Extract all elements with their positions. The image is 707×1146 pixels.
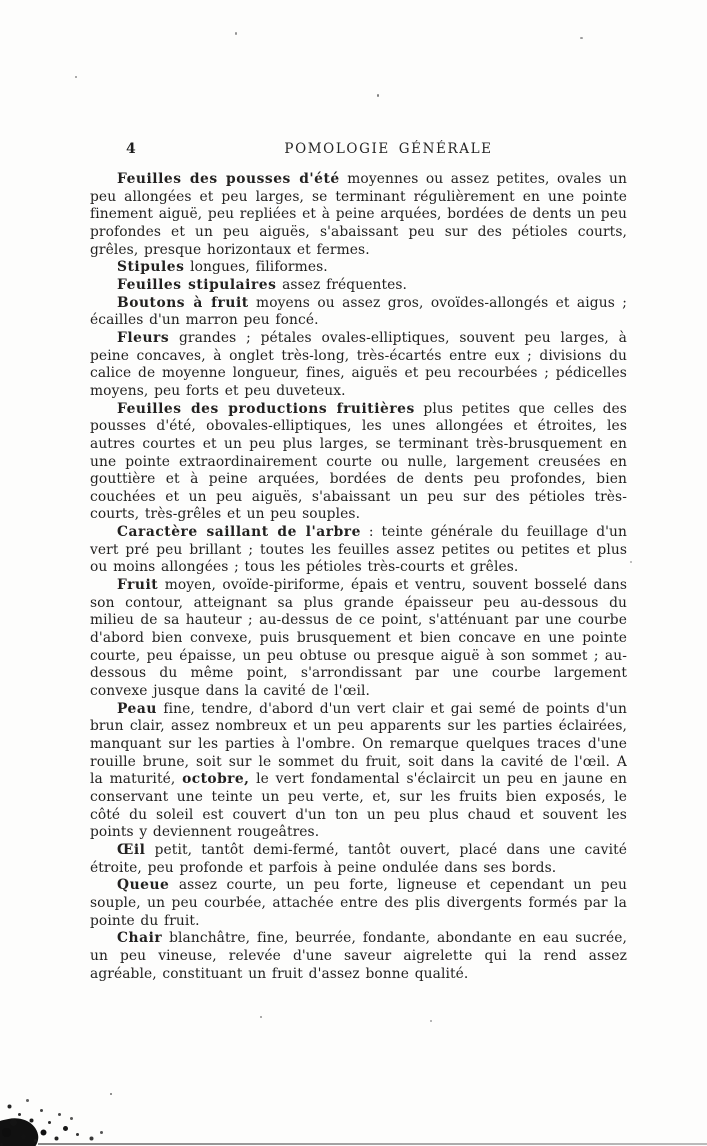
paragraph-text: moyens ou assez gros, ovoïdes-allongés et aigus ; écailles d'un marron peu foncé. [90, 294, 627, 329]
paragraph-text: plus petites que celles des pousses d'été, obovales-elliptiques, les unes allongées et étroites, les autres courtes et un peu plus larges, se terminant très-brusquement en une pointe extraordinairement courte ou nulle, largement creusées en gouttière et à peine arquées, bordées de dents peu profondes, bien couchées et un peu aiguës, s'abaissant un peu sur des pétioles très-courts, très-grêles et un peu souples. [90, 400, 627, 523]
ink-speck [630, 561, 632, 563]
paragraph-lead: Œil [117, 841, 146, 858]
paragraph-lead: Feuilles stipulaires [117, 276, 277, 293]
ink-blot-core [0, 1114, 41, 1146]
paragraph-text: fine, tendre, d'abord d'un vert clair et gai semé de points d'un brun clair, assez nombreux et un peu apparents sur les parties éclairées, manquant sur les parties à l'ombre. On remarque quelques traces d'une rouille brune, soit sur le sommet du fruit, soit dans la cavité de l'œil. A la maturité, [90, 700, 627, 788]
running-title: POMOLOGIE GÉNÉRALE [284, 141, 493, 157]
ink-speck [430, 1020, 432, 1022]
paragraph-lead: Fruit [117, 577, 159, 594]
paragraph-lead: Fleurs [117, 329, 170, 346]
body-text [90, 171, 627, 983]
paragraph [90, 330, 627, 401]
page-number: 4 [126, 141, 137, 157]
paragraph-lead: Queue [117, 877, 170, 894]
paragraph [90, 277, 627, 295]
ink-speck [75, 76, 77, 78]
paragraph-text: grandes ; pétales ovales-elliptiques, souvent peu larges, à peine concaves, à onglet très-long, très-écartés entre eux ; divisions du calice de moyenne longueur, fines, aiguës et peu recourbées ; pédicelles moyens, peu forts et peu duveteux. [90, 329, 627, 399]
paragraph-text: blanchâtre, fine, beurrée, fondante, abondante en eau sucrée, un peu vineuse, relevée d'une saveur aigrelette qui la rend assez agréable, constituant un fruit d'assez bonne qualité. [90, 930, 627, 982]
paragraph-lead: Stipules [117, 259, 185, 276]
paragraph-text: assez courte, un peu forte, ligneuse et cependant un peu souple, un peu courbée, attachée entre des plis divergents formés par la pointe du fruit. [90, 877, 627, 929]
paragraph [90, 930, 627, 983]
paragraph-text: longues, filiformes. [184, 259, 328, 276]
paragraph-text: : teinte générale du feuillage d'un vert pré peu brillant ; toutes les feuilles assez petites ou petites et plus ou moins allongées ; tous les pétioles très-courts et grêles. [90, 524, 627, 576]
paragraph [90, 577, 627, 701]
paragraph-text: le vert fondamental s'éclaircit un peu en jaune en conservant une teinte un peu verte, et, sur les fruits bien exposés, le côté du soleil est couvert d'un ton un peu plus chaud et souvent les points y deviennent rougeâtres. [90, 771, 627, 841]
paragraph-text: moyen, ovoïde-piriforme, épais et ventru, souvent bosselé dans son contour, atteignant sa plus grande épaisseur peu au-dessous du milieu de sa hauteur ; au-dessus de ce point, s'atténuant par une courbe d'abord bien convexe, puis brusquement et bien concave en une pointe courte, peu épaisse, un peu obtuse ou presque aiguë à son sommet ; au-dessous du même point, s'arrondissant par une courbe largement convexe jusque dans la cavité de l'œil. [90, 577, 627, 700]
paragraph [90, 524, 627, 577]
paragraph-lead: Caractère saillant de l'arbre [117, 524, 361, 541]
paragraph-text: assez fréquentes. [276, 276, 408, 293]
paragraph-lead: Feuilles des productions fruitières [117, 400, 415, 417]
ink-speck [235, 32, 237, 35]
ink-blot [0, 1086, 120, 1146]
running-head [90, 141, 627, 161]
paragraph-lead: octobre, [182, 771, 250, 788]
scan-edge-line [38, 1143, 707, 1145]
paragraph [90, 259, 627, 277]
paragraph-lead: Feuilles des pousses d'été [117, 171, 340, 187]
paragraph-lead: Peau [117, 700, 157, 717]
paragraph [90, 877, 627, 930]
paragraph [90, 842, 627, 877]
paragraph-text: petit, tantôt demi-fermé, tantôt ouvert, placé dans une cavité étroite, peu profonde et parfois à peine ondulée dans ses bords. [90, 841, 627, 876]
paragraph [90, 171, 627, 259]
paragraph-lead: Boutons à fruit [117, 294, 249, 311]
paragraph [90, 701, 627, 842]
paragraph [90, 401, 627, 525]
ink-speck [377, 94, 379, 97]
paragraph-lead: Chair [117, 930, 163, 947]
paragraph-text: moyennes ou assez petites, ovales un peu allongées et peu larges, se terminant régulièrement en une pointe finement aiguë, peu repliées et à peine arquées, bordées de dents un peu profondes et un peu aiguës, s'abaissant peu sur des pétioles courts, grêles, presque horizontaux et fermes. [90, 171, 627, 258]
ink-speck [260, 1016, 262, 1018]
ink-speck [580, 37, 583, 39]
paragraph [90, 295, 627, 330]
